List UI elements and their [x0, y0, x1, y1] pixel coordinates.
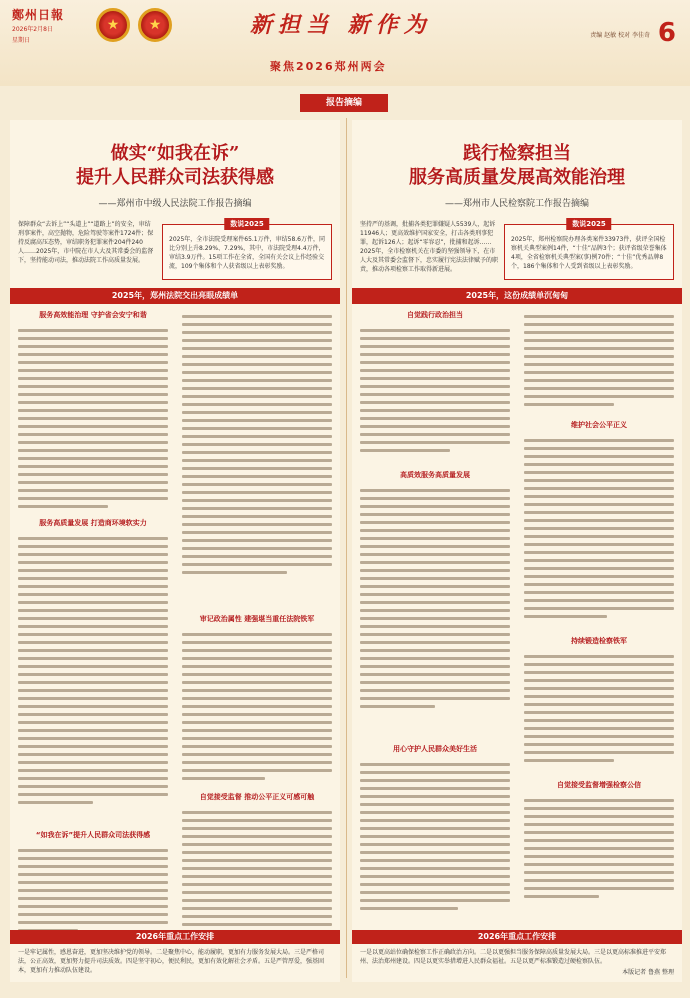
cppcc-emblem-icon: ★: [138, 8, 172, 42]
court-body-3: [182, 628, 332, 785]
court-intro: 保障群众“去诉上”“头道上”“道路上”的安全，审结刑事案件，高空抛物，危险驾驶等案件1724件；保持反腐高压态势，审结职务犯罪案件204件240人……2025年，市中院在市人大及其常委会的监督下，坚持能动司法，推动法院工作高质量发展。: [18, 221, 154, 264]
procuratorate-heading-4: 维护社会公平正义: [571, 421, 627, 429]
court-stats-title: 数说2025: [224, 218, 269, 230]
court-report-column: [10, 120, 340, 982]
court-stats-box: [162, 220, 332, 280]
court-plan-text: 一是牢记属性，感恩奋进，更加坚决维护党的领导。二是聚焦中心，能动履职，更加有力服务发展大局。三是严格司法，公正高效，更加努力提升司法质效。四是坚守初心，便民利民，更加有效化解社会矛盾。五是严管厚爱，强基固本，更加有力推动队伍建设。: [18, 949, 325, 974]
procuratorate-heading-3: 用心守护人民群众美好生活: [393, 745, 477, 753]
reporter-credit: 本版记者 鲁燕 整理: [622, 969, 674, 976]
procuratorate-body-6: [524, 794, 674, 903]
procuratorate-intro: 坚持严的基调，批捕各类犯罪嫌疑人5539人，起诉11946人；更高效维护国家安全，打击各类刑事犯罪，起诉126人；起诉“零容忍”，批捕和起诉……2025年，全市检察机关在市委的坚强领导下，在市人大及其常委会监督下，忠实履行宪法法律赋予的职责，推动各项检察工作取得新进展。: [360, 221, 499, 273]
court-heading-4: 自觉接受监督 推动公平正义可感可触: [199, 793, 315, 801]
page-subslogan: 聚焦2026郑州两会: [270, 60, 387, 73]
masthead-left: [12, 6, 70, 45]
procuratorate-body-col2-a: [524, 310, 674, 411]
court-heading-2: 服务高质量发展 打造商环境软实力: [39, 519, 147, 527]
procuratorate-heading-5: 持续锻造检察铁军: [571, 637, 627, 645]
court-heading-5: “如我在诉”提升人民群众司法获得感: [35, 831, 151, 839]
court-body-5: [18, 844, 168, 937]
procuratorate-stats-title: 数说2025: [566, 218, 611, 230]
procuratorate-heading-2: 高质效服务高质量发展: [400, 471, 470, 479]
procuratorate-title-line2: 服务高质量发展高效能治理: [409, 167, 625, 188]
editor-credits: 责编 赵敏 校对 李佳奇: [590, 32, 650, 39]
court-title-line2: 提升人民群众司法获得感: [76, 167, 274, 188]
procuratorate-body-5: [524, 650, 674, 767]
procuratorate-subtitle: ——郑州市人民检察院工作报告摘编: [444, 199, 589, 209]
section-tag: 报告摘编: [300, 94, 388, 112]
court-body-2: [18, 532, 168, 809]
page-slogan: 新担当 新作为: [250, 12, 432, 38]
procuratorate-report-column: [352, 120, 682, 982]
column-divider: [346, 118, 347, 978]
procuratorate-body-1: [360, 324, 510, 457]
court-body-4: [182, 806, 332, 947]
issue-weekday: 星期日: [12, 37, 31, 44]
court-title-line1: 做实“如我在诉”: [110, 143, 240, 164]
procuratorate-stats-text: 2025年，郑州检察院办理各类案件33973件，获评全国检察机关典型案例14件，“十佳”品牌3个；获评省级荣誉集体4项，全省检察机关典型案(事)例70件；“十佳”优秀品牌8个，186个集体和个人受到省级以上表彰奖励。: [511, 236, 667, 270]
page-number: 6: [657, 18, 676, 48]
court-heading-3: 审记政治属性 建强堪当重任法院铁军: [199, 615, 315, 623]
court-banner: 2025年，郑州法院交出亮眼成绩单: [10, 288, 340, 304]
court-plan-banner: 2026年重点工作安排: [10, 930, 340, 944]
procuratorate-banner: 2025年，这份成绩单沉甸甸: [352, 288, 682, 304]
issue-date: 2026年2月8日: [12, 26, 53, 33]
court-stats-text: 2025年，全市法院受理案件65.1万件，审结58.6万件，同比分别上升8.29%、7.29%，其中，市法院受理4.4万件，审结3.9万件。15项工作在全省，全国有关会议上作经验交流，109个集体和个人获省级以上表彰奖励。: [169, 236, 325, 270]
procuratorate-title-line1: 践行检察担当: [463, 143, 571, 164]
newspaper-logo: 鄭州日報: [12, 8, 65, 22]
court-body-1: [18, 324, 168, 513]
procuratorate-heading-6: 自觉接受监督增强检察公信: [557, 781, 641, 789]
national-emblem-icon: ★: [96, 8, 130, 42]
procuratorate-body-4: [524, 434, 674, 623]
court-subtitle: ——郑州市中级人民法院工作报告摘编: [98, 199, 252, 209]
court-body-col2-a: [182, 310, 332, 579]
procuratorate-stats-box: [504, 220, 674, 280]
masthead: [0, 0, 690, 86]
procuratorate-body-2: [360, 484, 510, 713]
procuratorate-body-3: [360, 758, 510, 915]
procuratorate-plan-banner: 2026年重点工作安排: [352, 930, 682, 944]
court-heading-1: 服务高效能治理 守护省会安宁和谐: [39, 311, 147, 319]
procuratorate-plan-text: 一是以更高站位确保检察工作正确政治方向。二是以更强担当服务保障高质量发展大局。三是以更高标准推进平安郑州、法治郑州建设。四是以更实举措增进人民群众福祉。五是以更严标准锻造过硬检察队伍。: [360, 949, 667, 965]
procuratorate-heading-1: 自觉践行政治担当: [407, 311, 463, 319]
